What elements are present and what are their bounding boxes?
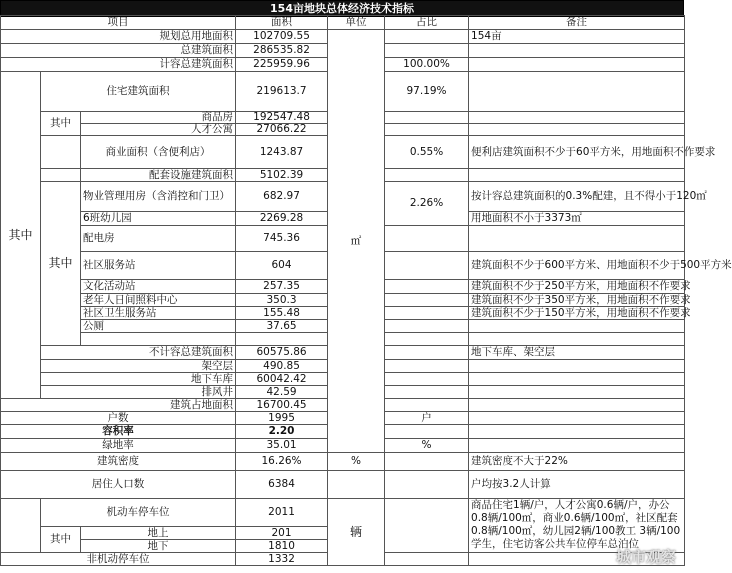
- row-value: 682.97: [236, 182, 328, 212]
- row-value: 257.35: [236, 280, 328, 294]
- row-value: 350.3: [236, 294, 328, 307]
- header-item: 项目: [1, 16, 236, 30]
- group-label: 其中: [41, 527, 81, 553]
- group-label: 其中: [41, 112, 81, 136]
- row-note: 户均按3.2人计算: [469, 471, 685, 499]
- row-label: 居住人口数: [1, 471, 236, 499]
- row-value: 16700.45: [236, 399, 328, 412]
- row-label: 规划总用地面积: [1, 30, 236, 44]
- row-value: 2011: [236, 499, 328, 527]
- row-label: 机动车停车位: [41, 499, 236, 527]
- table-row: [1, 453, 685, 471]
- row-label: 人才公寓: [81, 124, 236, 136]
- row-value: 745.36: [236, 226, 328, 252]
- row-label: 总建筑面积: [1, 44, 236, 58]
- indicator-table: [0, 15, 732, 566]
- group-label: 其中: [1, 72, 41, 399]
- table-row: [1, 499, 685, 527]
- row-label: 商业面积（含便利店）: [81, 136, 236, 169]
- group-label: 其中: [41, 182, 81, 346]
- row-label: 建筑占地面积: [1, 399, 236, 412]
- row-value: 2.20: [236, 425, 328, 439]
- row-note: 154亩: [469, 30, 685, 44]
- row-value: 27066.22: [236, 124, 328, 136]
- table-row: [1, 471, 685, 499]
- row-value: 35.01: [236, 439, 328, 453]
- row-label: 社区服务站: [81, 252, 236, 280]
- row-ratio: 0.55%: [385, 136, 469, 169]
- row-note: 建筑面积不少于350平方米，用地面积不作要求: [469, 294, 685, 307]
- row-note: 用地面积不小于3373㎡: [469, 212, 685, 226]
- row-note: 商品住宅1辆/户，人才公寓0.6辆/户，办公0.8辆/100㎡，商业0.6辆/100㎡，社区配套0.8辆/100㎡，幼儿园2辆/100教工 3辆/100学生，住宅访客公共车位停车总泊位: [469, 499, 685, 553]
- row-label: 住宅建筑面积: [41, 72, 236, 112]
- row-ratio: 2.26%: [385, 182, 469, 226]
- row-note: 建筑面积不少于600平方米、用地面积不少于500平方米: [469, 252, 685, 280]
- row-label: 计容总建筑面积: [1, 58, 236, 72]
- row-label: 物业管理用房（含消控和门卫）: [81, 182, 236, 212]
- row-value: 1243.87: [236, 136, 328, 169]
- row-label: 容积率: [1, 425, 236, 439]
- row-value: 60042.42: [236, 373, 328, 386]
- row-label: 社区卫生服务站: [81, 307, 236, 320]
- row-value: 1810: [236, 540, 328, 553]
- header-note: 备注: [469, 16, 685, 30]
- row-value: 225959.96: [236, 58, 328, 72]
- row-label: 排风井: [41, 386, 236, 399]
- row-value: 16.26%: [236, 453, 328, 471]
- header-row: [1, 16, 685, 30]
- row-unit: 辆: [328, 499, 385, 566]
- row-label: 配套设施建筑面积: [81, 169, 236, 182]
- row-label: 文化活动站: [81, 280, 236, 294]
- header-area: 面积: [236, 16, 328, 30]
- row-value: 192547.48: [236, 112, 328, 124]
- row-value: 37.65: [236, 320, 328, 333]
- row-label: 户数: [1, 412, 236, 425]
- row-value: 2269.28: [236, 212, 328, 226]
- header-unit: 单位: [328, 16, 385, 30]
- row-value: 5102.39: [236, 169, 328, 182]
- row-label: 绿地率: [1, 439, 236, 453]
- row-label: 地上: [81, 527, 236, 540]
- row-note: 按计容总建筑面积的0.3%配建，且不得小于120㎡: [469, 182, 685, 212]
- row-note: 地下车库、架空层: [469, 346, 685, 360]
- row-note: 建筑面积不少于250平方米，用地面积不作要求: [469, 280, 685, 294]
- row-label: 配电房: [81, 226, 236, 252]
- row-value: 6384: [236, 471, 328, 499]
- header-ratio: 占比: [385, 16, 469, 30]
- row-label: 非机动停车位: [1, 553, 236, 566]
- row-note: 建筑密度不大于22%: [469, 453, 685, 471]
- row-note: 建筑面积不少于150平方米，用地面积不作要求: [469, 307, 685, 320]
- watermark-text: 城市观察: [615, 548, 676, 566]
- row-label: 商品房: [81, 112, 236, 124]
- row-label: 建筑密度: [1, 453, 236, 471]
- row-label: 老年人日间照料中心: [81, 294, 236, 307]
- row-value: 42.59: [236, 386, 328, 399]
- row-value: 604: [236, 252, 328, 280]
- row-value: 201: [236, 527, 328, 540]
- row-label: 架空层: [41, 360, 236, 373]
- row-value: 490.85: [236, 360, 328, 373]
- table-row: [1, 30, 685, 44]
- unit-area: ㎡: [328, 30, 385, 453]
- row-ratio: 97.19%: [385, 72, 469, 112]
- row-label: 公厕: [81, 320, 236, 333]
- row-unit: %: [385, 439, 469, 453]
- row-value: 219613.7: [236, 72, 328, 112]
- row-label: 6班幼儿园: [81, 212, 236, 226]
- row-unit: 户: [385, 412, 469, 425]
- row-value: 102709.55: [236, 30, 328, 44]
- row-label: 不计容总建筑面积: [41, 346, 236, 360]
- row-value: 1332: [236, 553, 328, 566]
- table-title: 154亩地块总体经济技术指标: [0, 0, 684, 17]
- row-value: 155.48: [236, 307, 328, 320]
- row-note: 便利店建筑面积不少于60平方米，用地面积不作要求: [469, 136, 685, 169]
- row-value: 286535.82: [236, 44, 328, 58]
- row-value: 60575.86: [236, 346, 328, 360]
- row-unit: %: [328, 453, 385, 471]
- row-value: 1995: [236, 412, 328, 425]
- row-label: 地下: [81, 540, 236, 553]
- row-label: 地下车库: [41, 373, 236, 386]
- row-ratio: 100.00%: [385, 58, 469, 72]
